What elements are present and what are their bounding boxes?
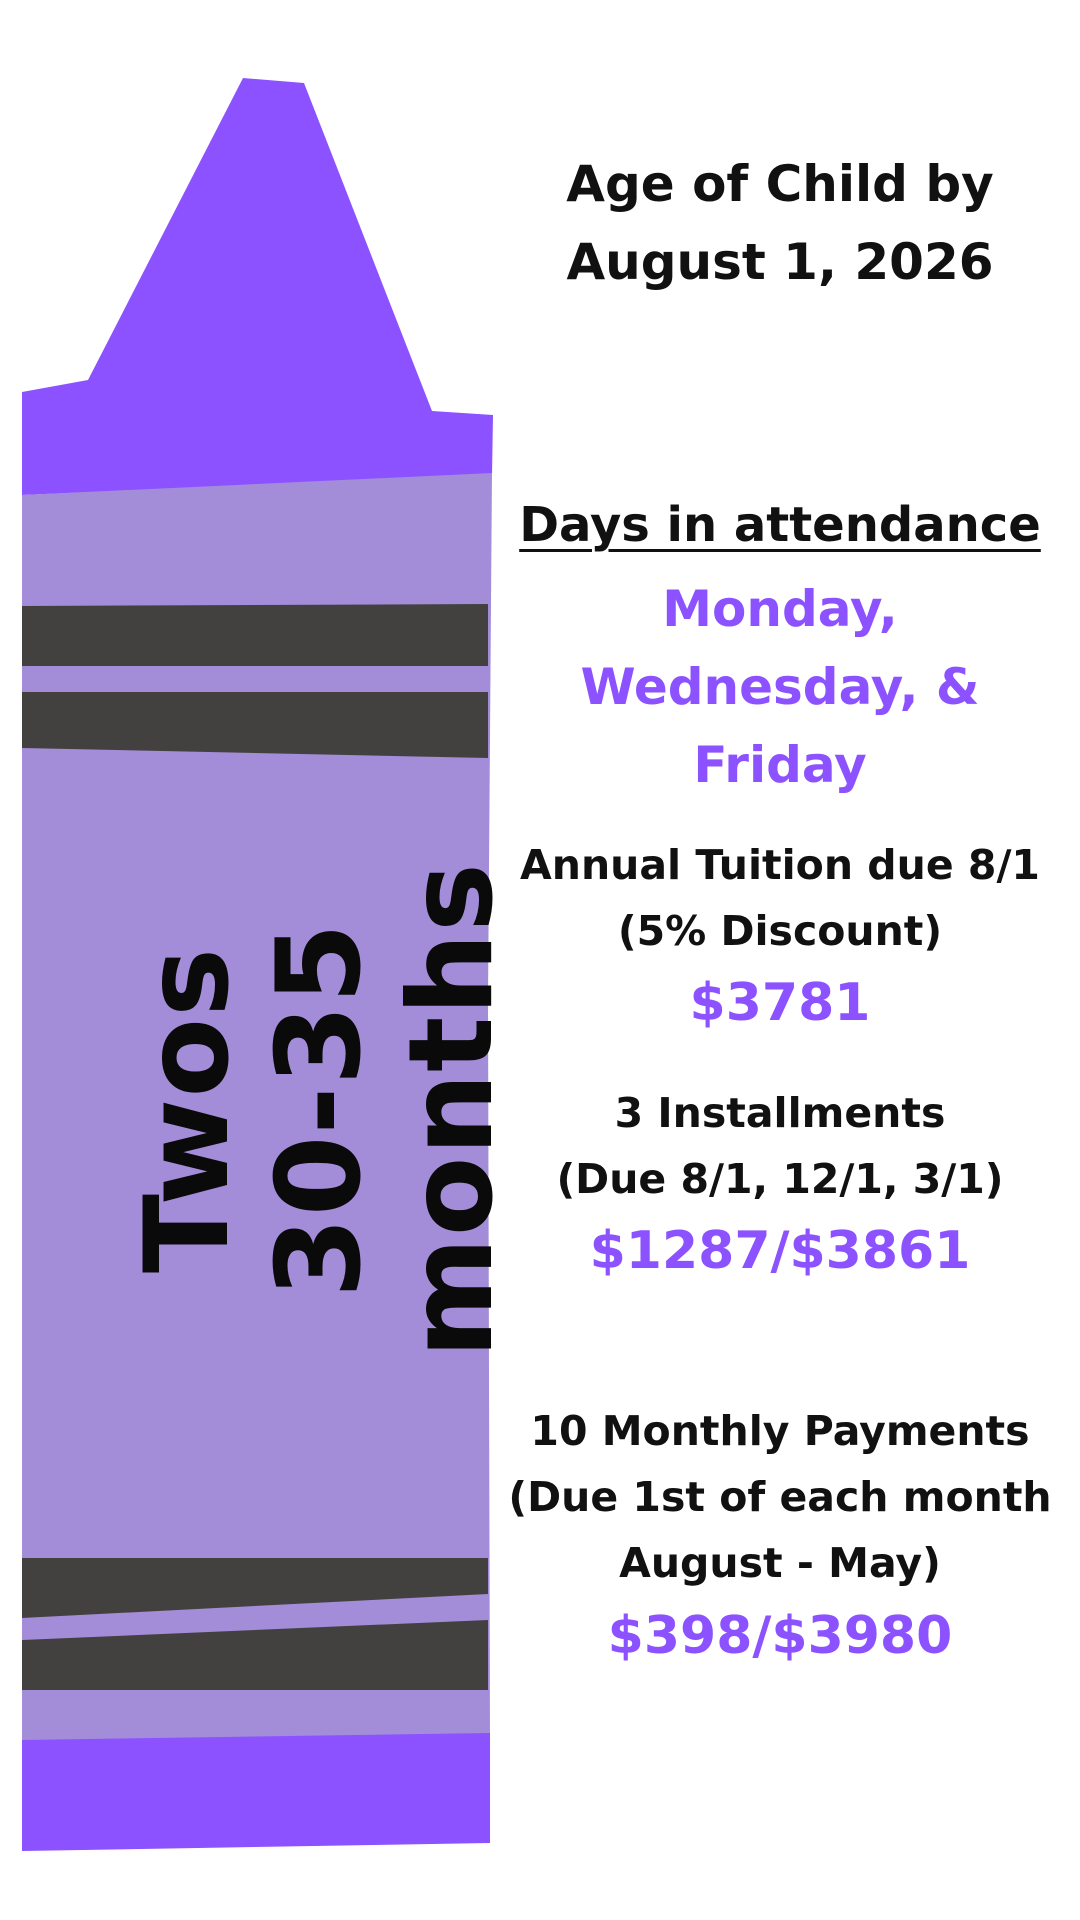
crayon-stripe-upper-2	[22, 692, 488, 758]
monthly-payments-label	[490, 1398, 1070, 1596]
age-heading	[490, 145, 1070, 301]
installments-label-line-2: (Due 8/1, 12/1, 3/1)	[556, 1155, 1004, 1203]
days-line-3: Friday	[693, 736, 867, 794]
age-heading-line-1: Age of Child by	[566, 155, 994, 213]
monthly-payments-label-line-1: 10 Monthly Payments	[530, 1407, 1030, 1455]
days-line-2: Wednesday, &	[580, 658, 980, 716]
monthly-payments-label-line-3: August - May)	[619, 1539, 941, 1587]
monthly-payments-label-line-2: (Due 1st of each month	[508, 1473, 1052, 1521]
days-heading: Days in attendance	[519, 497, 1041, 553]
crayon-label-line-1: Twos	[120, 946, 255, 1274]
annual-tuition-label-line-1: Annual Tuition due 8/1	[520, 841, 1040, 889]
crayon-stripe-upper-1	[22, 604, 488, 666]
crayon-label-line-3: months	[384, 861, 519, 1359]
monthly-payments-price: $398/$3980	[607, 1606, 953, 1666]
installments-price: $1287/$3861	[589, 1221, 971, 1281]
crayon-base	[22, 1733, 490, 1851]
crayon-tip	[22, 78, 493, 495]
annual-tuition-label-line-2: (5% Discount)	[617, 907, 943, 955]
annual-tuition-price: $3781	[689, 973, 871, 1033]
age-heading-line-2: August 1, 2026	[566, 233, 994, 291]
crayon-label-line-2: 30-35	[252, 922, 387, 1298]
annual-tuition-label	[490, 832, 1070, 964]
installments-label	[490, 1080, 1070, 1212]
installments-label-line-1: 3 Installments	[614, 1089, 946, 1137]
crayon-label	[110, 850, 530, 1370]
days-list	[490, 570, 1070, 804]
days-line-1: Monday,	[662, 580, 898, 638]
